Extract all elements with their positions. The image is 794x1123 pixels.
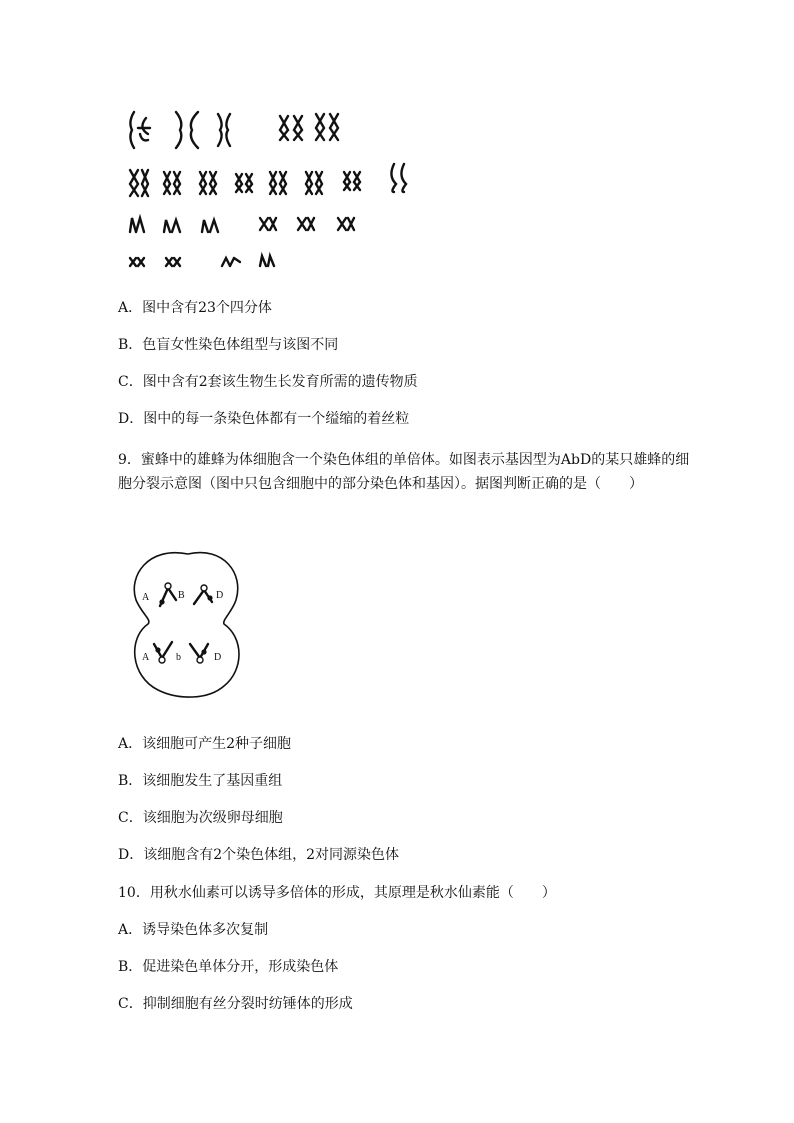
q8-option-d: D．图中的每一条染色体都有一个缢缩的着丝粒 — [118, 411, 410, 427]
q9-option-d: D．该细胞含有2个染色体组，2对同源染色体 — [118, 847, 400, 863]
q8-option-a: A．图中含有23个四分体 — [118, 300, 272, 316]
gene-label-lower-a: A — [142, 652, 150, 663]
chromosome-pair — [176, 112, 198, 148]
lower-chromosomes — [154, 642, 208, 663]
chromosome-pair — [316, 114, 338, 140]
q10-option-b: B．促进染色单体分开，形成染色体 — [118, 959, 339, 975]
q10-option-c: C．抑制细胞有丝分裂时纺锤体的形成 — [118, 996, 353, 1012]
cell-division-figure — [128, 548, 248, 708]
q9-stem: 9．蜜蜂中的雄蜂为体细胞含一个染色体组的单倍体。如图表示基因型为AbD的某只雄蜂的细胞分裂示意图（图中只包含细胞中的部分染色体和基因）。据图判断正确的是（ ） — [118, 452, 690, 492]
gene-label-lower-b: b — [176, 652, 181, 663]
cell-outline — [134, 553, 239, 697]
chromosome-pair — [130, 112, 150, 148]
q10-option-a: A．诱导染色体多次复制 — [118, 922, 269, 938]
q9-option-c: C．该细胞为次级卵母细胞 — [118, 810, 283, 826]
chromosome-pair — [218, 114, 230, 146]
q8-option-c: C．图中含有2套该生物生长发育所需的遗传物质 — [118, 374, 418, 390]
q10-stem: 10．用秋水仙素可以诱导多倍体的形成，其原理是秋水仙素能（ ） — [118, 885, 556, 901]
chromosome-row-4 — [130, 256, 274, 266]
chromosome-row-3 — [130, 218, 354, 232]
q9-option-a: A．该细胞可产生2种子细胞 — [118, 736, 292, 752]
gene-label-lower-d: D — [214, 652, 222, 663]
karyotype-figure — [118, 100, 438, 270]
upper-chromosomes — [159, 583, 212, 606]
chromosome-row-2 — [130, 164, 406, 196]
gene-label-upper-b: B — [178, 590, 185, 601]
q9-option-b: B．该细胞发生了基因重组 — [118, 773, 283, 789]
chromosome-pair — [280, 116, 302, 140]
gene-label-upper-a: A — [142, 592, 150, 603]
gene-label-upper-d: D — [216, 590, 224, 601]
q8-option-b: B．色盲女性染色体组型与该图不同 — [118, 337, 339, 353]
